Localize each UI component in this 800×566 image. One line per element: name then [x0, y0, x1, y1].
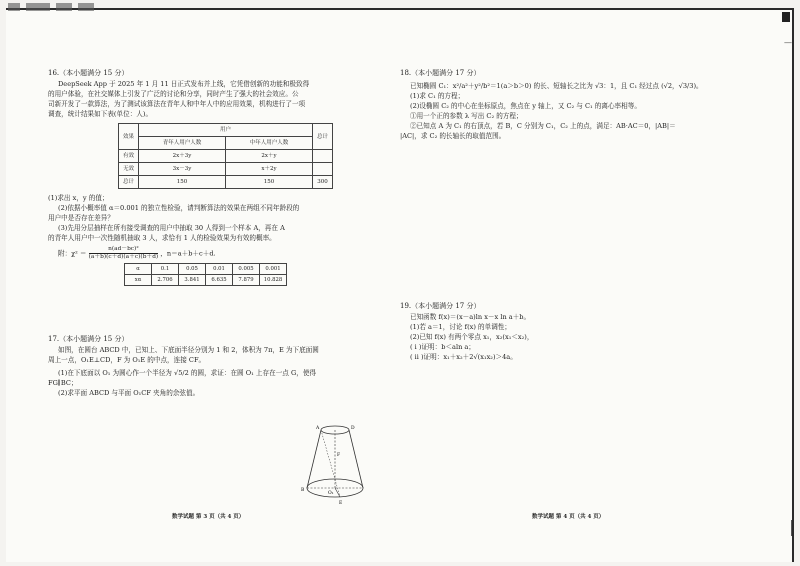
q17-text-line: 如图，在圆台 ABCD 中，已知上、下底面半径分别为 1 和 2，体积为 7π，E 为下底面圆 — [58, 346, 319, 354]
chi-square-formula — [48, 246, 388, 261]
q18-part: (2)设椭圆 C₂ 的中心在坐标原点，焦点在 y 轴上，又 C₂ 与 C₁ 的离心率相等。 — [410, 102, 641, 110]
q17-heading: 17.（本小题满分 15 分） — [48, 335, 129, 343]
left-generatrix — [307, 430, 321, 488]
alpha-value: 0.05 — [179, 264, 206, 275]
q19-part: ( ⅱ )证明：x₁＋x₂＋2√(x₁x₂)＞4a。 — [410, 353, 517, 361]
q17-part: FG∥BC； — [48, 379, 78, 387]
x-alpha-value: 3.841 — [179, 275, 206, 286]
formula-prefix: 附：χ² ＝ — [58, 249, 87, 258]
x-alpha-value: 6.635 — [206, 275, 233, 286]
q18-part: |AC|，求 C₂ 的长轴长的取值范围。 — [400, 132, 506, 140]
label-f: F — [337, 453, 341, 458]
q17-text-line: 周上一点，O₁E⊥CD，F 为 O₁E 的中点，连接 CF。 — [48, 356, 206, 364]
corner-marker — [782, 12, 790, 22]
q16-text-line: 司新开发了一款算法，为了测试该算法在青年人和中年人中的应用效果，机构进行了一项 — [48, 100, 306, 108]
label-e: E — [339, 501, 343, 506]
cell-middle: x＋2y — [226, 163, 313, 176]
cell-total — [313, 150, 333, 163]
frustum-figure — [300, 416, 370, 512]
page-footer-left: 数学试题 第 3 页（共 4 页） — [172, 514, 245, 520]
x-alpha-label: xα — [125, 275, 152, 286]
formula-denominator: (a＋b)(c＋d)(a＋c)(b＋d) — [88, 254, 159, 260]
critical-value-table — [124, 263, 287, 286]
cell-young: 3x－3y — [139, 163, 226, 176]
q19-part: ( ⅰ )证明：b＜aln a； — [410, 343, 475, 351]
side-dash: — — [784, 38, 792, 47]
q19-part: (2)已知 f(x) 有两个零点 x₁，x₂(x₁＜x₂)， — [410, 333, 534, 341]
q16-part: (2)依据小概率值 α＝0.001 的独立性检验，请判断算法的效果在两组不同年龄段的 — [58, 204, 300, 212]
row-label: 有效 — [119, 150, 139, 163]
q19-part: (1)若 a＝1，讨论 f(x) 的单调性； — [410, 323, 511, 331]
x-alpha-value: 7.879 — [233, 275, 260, 286]
table-subheader-middle: 中年人用户人数 — [226, 137, 313, 150]
q16-part: (3)先用分层抽样在所有接受调查的用户中抽取 30 人得到一个样本 A，再在 A — [58, 224, 285, 232]
table-header-effect: 效果 — [119, 124, 139, 150]
right-column — [400, 66, 730, 362]
table-row — [119, 150, 333, 163]
page-footer-right: 数学试题 第 4 页（共 4 页） — [532, 514, 605, 520]
q19-text-line: 已知函数 f(x)＝(x－a)ln x－x ln a＋b。 — [410, 313, 531, 321]
table-row — [119, 176, 333, 189]
formula-suffix: ，n＝a＋b＋c＋d. — [160, 249, 216, 258]
table-subheader-young: 青年人用户人数 — [139, 137, 226, 150]
cell-young: 2x＋3y — [139, 150, 226, 163]
table-header-total: 总计 — [313, 124, 333, 150]
x-alpha-value: 10.828 — [260, 275, 287, 286]
label-b: B — [301, 488, 305, 493]
q16-part: (1)求出 x，y 的值； — [48, 194, 109, 202]
x-alpha-value: 2.706 — [152, 275, 179, 286]
left-column — [48, 66, 388, 398]
alpha-value: 0.1 — [152, 264, 179, 275]
cell-total: 300 — [313, 176, 333, 189]
q16-text-line: 调查，统计结果如下表(单位：人)。 — [48, 110, 153, 118]
o1e-line — [335, 488, 340, 497]
q16-part: 的青年人用户中一次性随机抽取 3 人，求恰有 1 人的检验效果为有效的概率。 — [48, 234, 276, 242]
table-row — [119, 163, 333, 176]
row-label: 无效 — [119, 163, 139, 176]
cell-middle: 2x＋y — [226, 150, 313, 163]
right-generatrix — [349, 430, 363, 488]
table-header-users: 用户 — [139, 124, 313, 137]
diagonal-line — [321, 430, 340, 497]
alpha-label: α — [125, 264, 152, 275]
q17-part: (1)在下底面以 O₁ 为圆心作一个半径为 √5/2 的圆，求证：在圆 O₁ 上存在一点 G，使得 — [58, 369, 317, 377]
cell-young: 150 — [139, 176, 226, 189]
formula-numerator: n(ad－bc)² — [89, 246, 159, 254]
q17-part: (2)求平面 ABCD 与平面 O₁CF 夹角的余弦值。 — [58, 389, 200, 397]
cell-total — [313, 163, 333, 176]
alpha-value: 0.001 — [260, 264, 287, 275]
q18-heading: 18.（本小题满分 17 分） — [400, 69, 481, 77]
q19-heading: 19.（本小题满分 17 分） — [400, 302, 481, 310]
q16-part: 用户中是否存在差异？ — [48, 214, 114, 222]
alpha-value: 0.005 — [233, 264, 260, 275]
cell-middle: 150 — [226, 176, 313, 189]
edge-line — [791, 520, 792, 536]
q18-part: (1)求 C₁ 的方程； — [410, 92, 465, 100]
alpha-value: 0.01 — [206, 264, 233, 275]
q18-text-line: 已知椭圆 C₁：x²/a²＋y²/b²＝1(a＞b＞0) 的长、短轴长之比为 √3：1，且 C₁ 经过点 (√2，√3/3)。 — [410, 82, 703, 90]
q18-part: ②已知点 A 为 C₁ 的右顶点，若 B，C 分别为 C₁，C₂ 上的点，满足：AB·AC＝0，|AB|＝ — [410, 122, 676, 130]
label-d: D — [351, 426, 355, 431]
label-a: A — [316, 426, 320, 431]
q16-text-line: 的用户体验，在社交媒体上引发了广泛的讨论和分享，同时产生了强大的社会效应。公 — [48, 90, 299, 98]
q16-text-line: DeepSeek App 于 2025 年 1 月 11 日正式发布并上线，它凭借创新的功能和极致得 — [58, 80, 310, 88]
row-label: 总计 — [119, 176, 139, 189]
q16-heading: 16.（本小题满分 15 分） — [48, 69, 129, 77]
scan-top-marks — [8, 3, 178, 11]
q18-part: ①用一个正的参数 λ 写出 C₂ 的方程； — [410, 112, 523, 120]
survey-table — [118, 123, 333, 189]
label-o1: O₁ — [328, 491, 334, 496]
